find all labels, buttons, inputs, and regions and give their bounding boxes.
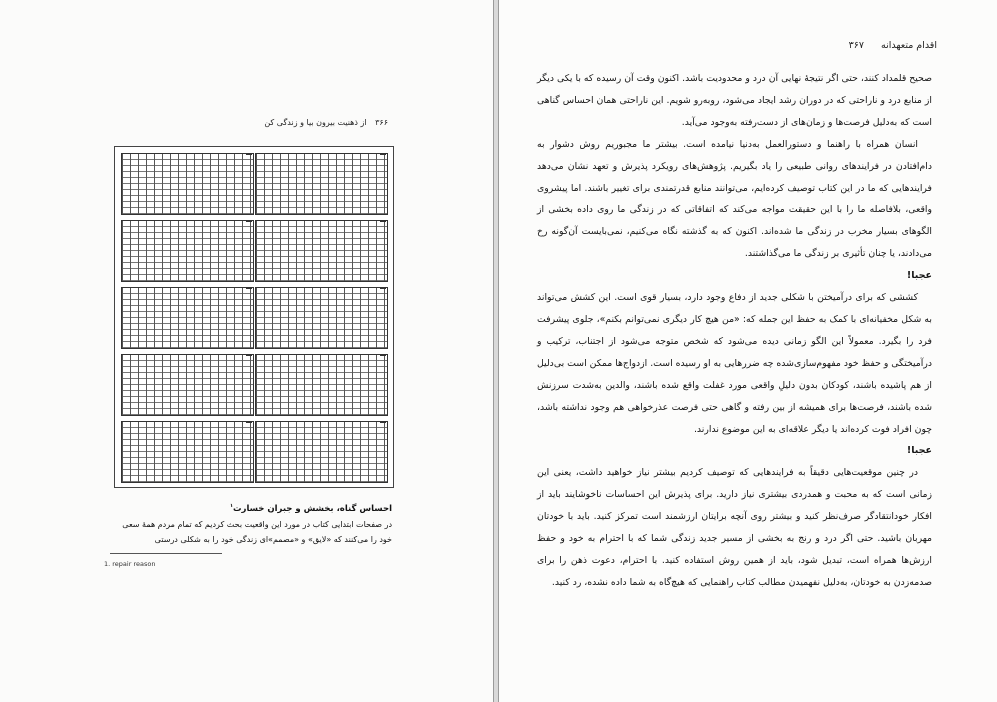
- mini-chart-title: [380, 354, 386, 356]
- mini-chart: [121, 287, 254, 349]
- footnote-divider: [110, 553, 222, 554]
- mini-chart: [121, 153, 254, 215]
- left-page-number: ۳۶۶: [375, 118, 388, 127]
- mini-chart-title: [380, 287, 386, 289]
- mini-chart: [121, 220, 254, 282]
- paragraph: صحیح قلمداد کنند، حتی اگر نتیجهٔ نهایی آن درد و محدودیت باشد. اکنون وقت آن رسیده که با یکی دیگر از منابع درد و ناراحتی که در دوران رشد ایجاد می‌شود، روبه‌رو شویم. این ناراحتی همان احساس گناهی است که به‌دلیل فرصت‌ها و زمان‌های از دست‌رفته به‌وجود می‌آید.: [537, 73, 932, 128]
- right-page-number: ۳۶۷: [848, 40, 864, 51]
- mini-chart: [121, 421, 254, 483]
- mini-chart-title: [246, 354, 252, 356]
- mini-chart-title: [380, 220, 386, 222]
- left-page: [0, 0, 494, 702]
- left-page-header: [110, 118, 388, 127]
- mini-chart: [255, 220, 388, 282]
- footnote-marker: ۱: [229, 503, 234, 509]
- mini-chart: [121, 354, 254, 416]
- mini-chart-title: [246, 220, 252, 222]
- section-heading: عجبا!: [906, 445, 932, 457]
- mini-chart-title: [246, 287, 252, 289]
- figure-caption: [110, 499, 392, 547]
- mini-chart-title: [380, 153, 386, 155]
- footnote: 1. repair reason: [104, 560, 156, 568]
- caption-title-text: احساس گناه، بخشش و جبران خسارت: [233, 503, 392, 514]
- left-running-title: از ذهنیت بیرون بیا و زندگی کن: [264, 118, 367, 127]
- right-running-title: اقدام متعهدانه: [881, 40, 937, 51]
- right-page: [498, 0, 997, 702]
- paragraph: در چنین موقعیت‌هایی دقیقاً به فرایندهایی که توصیف کردیم بیشتر نیاز خواهید داشت، یعنی این زمانی است که به محبت و همدردی بیشتری نیاز دارید. برای پذیرش این احساسات ناخوشایند باید از افکار خودانتقادگر صرف‌نظر کنید و بیشتر روی آنچه برایتان ارزشمند است تمرکز کنید. باید با خودتان مهربان باشید. حتی اگر درد و رنج به بخشی از مسیر جدید زندگی شما که با احترام به خود و حفظ ارزش‌ها همراه است، تبدیل شود، باید از همین روش استفاده کنید. با احترام، دعوت ذهن را برای صدمه‌زدن به خودتان، به‌دلیل نفهمیدن مطالب کتاب راهنمایی که هیچ‌گاه به شما داده نشده، رد کنید.: [537, 467, 932, 588]
- charts-figure: [114, 146, 394, 488]
- mini-chart-title: [246, 421, 252, 423]
- right-page-header: [637, 40, 937, 51]
- mini-chart-title: [246, 153, 252, 155]
- body-text: [537, 68, 932, 594]
- mini-chart-title: [380, 421, 386, 423]
- paragraph: کششی که برای درآمیختن با شکلی جدید از دفاع وجود دارد، بسیار قوی است. این کشش می‌تواند به شکل مخفیانه‌ای با کمک به حفظ این جمله که: «من هیچ کار دیگری نمی‌توانم بکنم»، جلوی پیشرفت فرد را بگیرد. معمولاً این الگو زمانی دیده می‌شود که شخص متوجه می‌شود از اجتناب، ترکیب و درآمیختگی و حفظ خود مفهوم‌سازی‌شده چه ضررهایی به او رسیده است. ازدواج‌ها ممکن است بی‌دلیل از هم پاشیده باشند، کودکان بدون دلیلِ واقعی مورد غفلت واقع شده باشند، والدین به‌شدت سرزنش شده باشند، فرصت‌ها برای همیشه از بین رفته و گاهی حتی فرصت عذرخواهی هم وجود نداشته باشد، چون افراد فوت کرده‌اند یا دیگر علاقه‌ای به این موضوع ندارند.: [537, 292, 932, 435]
- caption-text: در صفحات ابتدایی کتاب در مورد این واقعیت بحث کردیم که تمام مردم همهٔ سعی خود را می‌کنند که «لایق» و «مصمم»ای زندگی خود را به شکلی درستی: [122, 519, 392, 544]
- mini-chart: [255, 421, 388, 483]
- section-heading: عجبا!: [906, 270, 932, 282]
- mini-chart: [255, 153, 388, 215]
- paragraph: انسان همراه با راهنما و دستورالعمل به‌دنیا نیامده است. بیشتر ما مجبوریم روش دشوار به دام‌افتادن در فرایندهای روانی طبیعی را یاد بگیریم. پژوهش‌های رویکرد پذیرش و تعهد نشان می‌دهد فرایندهایی که ما در این کتاب توصیف کرده‌ایم، می‌توانند منابع قدرتمندی برای تغییر باشند. اما پیشروی واقعی، بلافاصله ما را با این حقیقت مواجه می‌کند که اتفاقاتی که در زندگی ما روی داده بخشی از الگوهای بسیار مخرب در زندگی ما شده‌اند. اکنون که به گذشته نگاه می‌کنیم، نمی‌بایست آن‌گونه رخ می‌دادند، یا چنان تأثیری بر زندگی ما می‌گذاشتند.: [537, 138, 932, 260]
- caption-title: [110, 499, 392, 517]
- mini-chart: [255, 287, 388, 349]
- mini-chart: [255, 354, 388, 416]
